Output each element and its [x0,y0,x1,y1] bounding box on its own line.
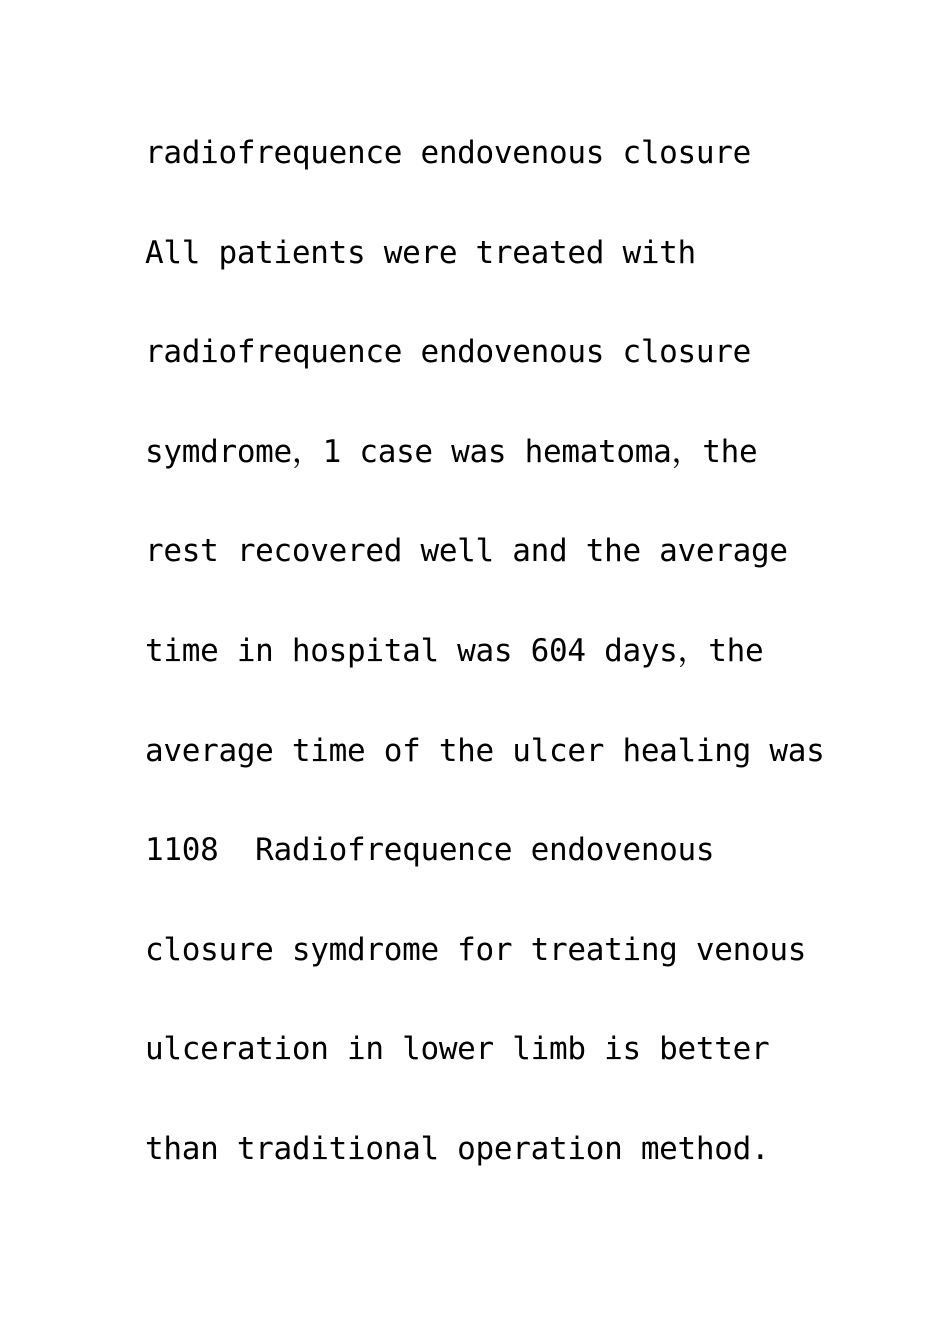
body-text [145,128,845,1224]
text-line-8: 1108 Radiofrequence endovenous [145,832,715,869]
text-line-3: radiofrequence endovenous closure [145,334,751,371]
text-line-4: symdrome，1 case was hematoma，the [145,433,758,470]
text-line-2: All patients were treated with [145,234,696,271]
text-line-6: time in hospital was 604 days，the [145,632,764,669]
text-line-7: average time of the ulcer healing was [145,732,825,769]
text-line-11: than traditional operation method. [145,1130,770,1167]
text-line-10: ulceration in lower limb is better [145,1031,770,1068]
text-line-5: rest recovered well and the average [145,533,788,570]
text-line-1: radiofrequence endovenous closure [145,135,751,171]
text-line-9: closure symdrome for treating venous [145,931,807,968]
